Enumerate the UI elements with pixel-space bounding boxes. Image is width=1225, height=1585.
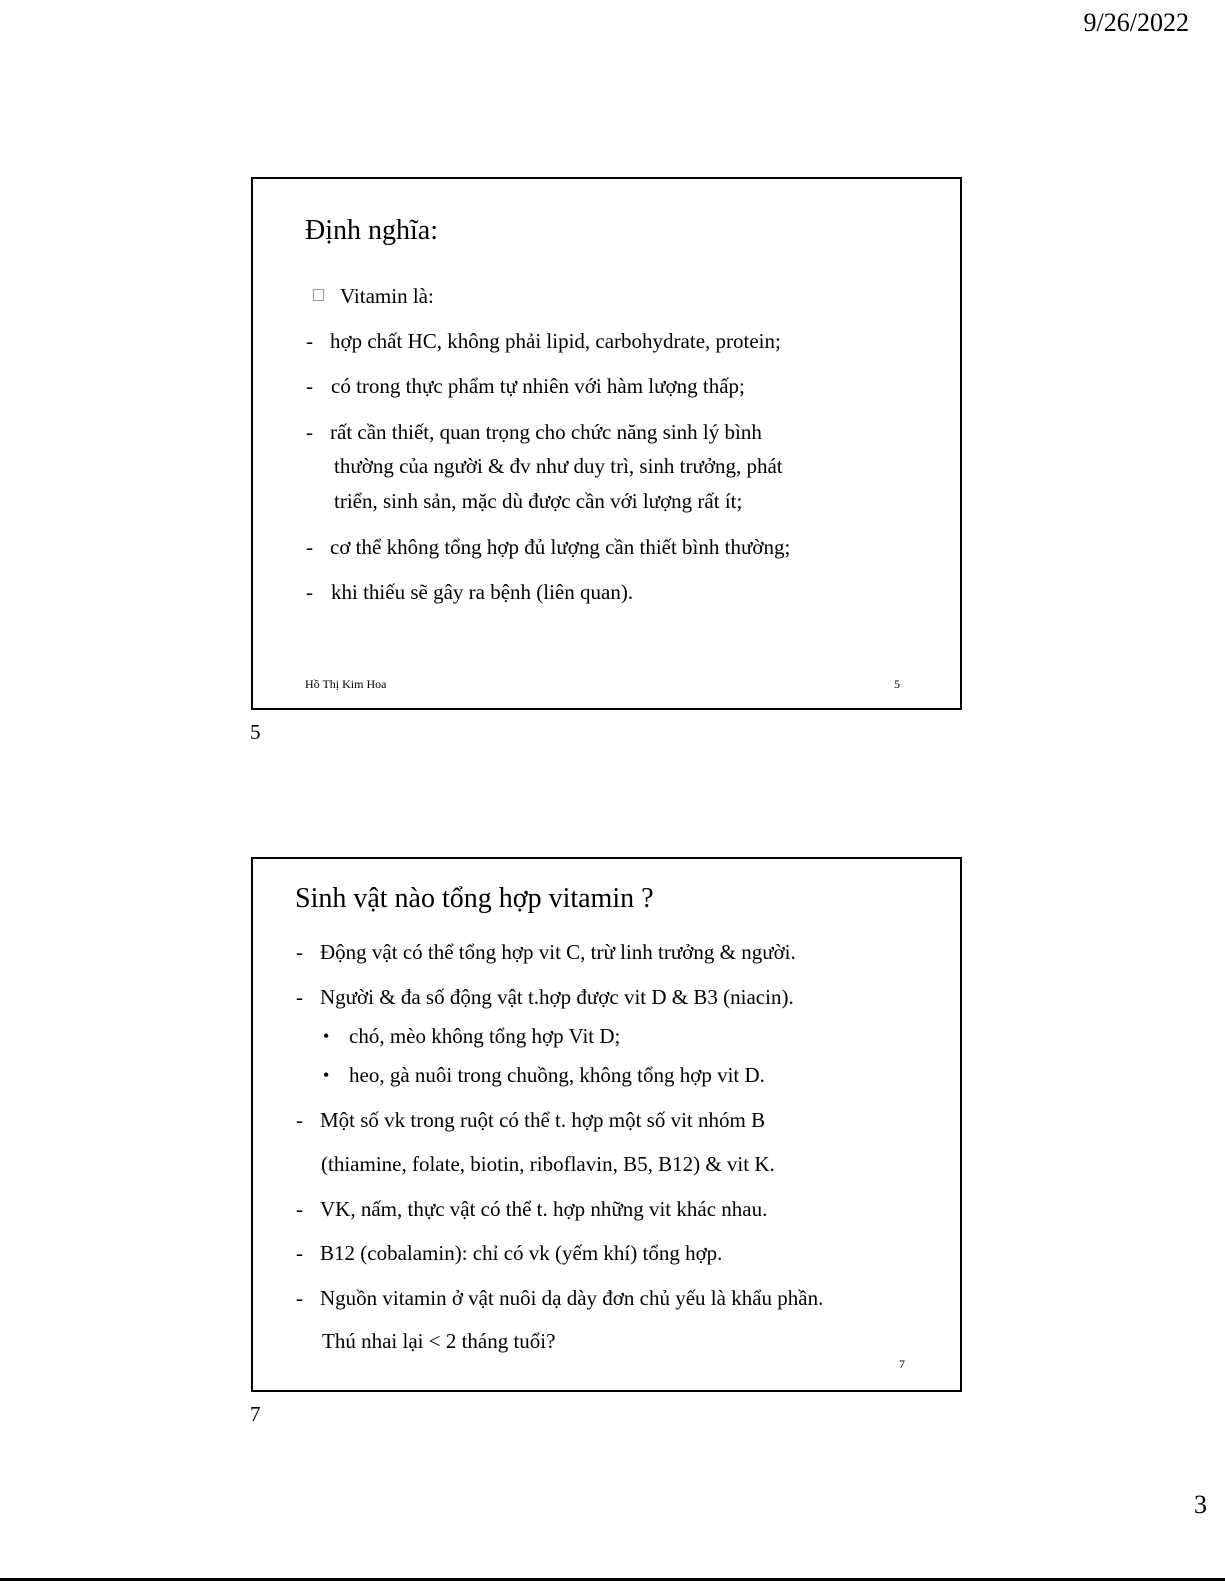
list-item-text: khi thiếu sẽ gây ra bệnh (liên quan).: [331, 580, 634, 604]
dash-bullet: -: [296, 985, 303, 1009]
list-item-text: B12 (cobalamin): chỉ có vk (yếm khí) tổng hợp.: [320, 1241, 723, 1265]
list-item-text: Động vật có thể tổng hợp vit C, trừ linh trưởng & người.: [320, 940, 796, 964]
dash-bullet: -: [296, 1241, 303, 1265]
dash-bullet: -: [296, 940, 303, 964]
dash-bullet: -: [296, 1286, 303, 1310]
slide-footer-number: 7: [899, 1357, 905, 1371]
slide-footer-number: 5: [894, 677, 900, 691]
list-item-text: Người & đa số động vật t.hợp được vit D & B3 (niacin).: [320, 985, 794, 1009]
dash-bullet: -: [296, 1108, 303, 1132]
list-item-text: cơ thể không tổng hợp đủ lượng cần thiết bình thường;: [330, 535, 791, 559]
sub-list-item-text: chó, mèo không tổng hợp Vit D;: [349, 1024, 621, 1048]
dash-bullet: -: [306, 580, 313, 604]
list-item-text: Nguồn vitamin ở vật nuôi dạ dày đơn chủ yếu là khẩu phần.: [320, 1286, 824, 1310]
slide-caption-number: 5: [250, 720, 261, 744]
slide-footer-author: Hồ Thị Kim Hoa: [305, 677, 387, 691]
list-item-text: Thú nhai lại < 2 tháng tuổi?: [322, 1329, 556, 1353]
dash-bullet: -: [296, 1197, 303, 1221]
dot-bullet: •: [323, 1065, 330, 1085]
dash-bullet: -: [306, 535, 313, 559]
dash-bullet: -: [306, 420, 313, 444]
list-item-text: triển, sinh sản, mặc dù được cần với lượng rất ít;: [334, 489, 743, 513]
list-item-text: có trong thực phẩm tự nhiên với hàm lượng thấp;: [331, 374, 745, 398]
intro-text: Vitamin là:: [340, 284, 434, 308]
sub-list-item-text: heo, gà nuôi trong chuồng, không tổng hợp vit D.: [349, 1063, 765, 1087]
slide-title: Định nghĩa:: [305, 215, 438, 246]
slide-vitamin-synthesis: [251, 857, 962, 1392]
dash-bullet: -: [306, 329, 313, 353]
list-item-text: Một số vk trong ruột có thể t. hợp một số vit nhóm B: [320, 1108, 766, 1132]
list-item-text: rất cần thiết, quan trọng cho chức năng sinh lý bình: [330, 420, 762, 444]
dash-bullet: -: [306, 374, 313, 398]
slide-caption-number: 7: [250, 1402, 261, 1426]
list-item-text: thường của người & đv như duy trì, sinh trưởng, phát: [334, 454, 783, 478]
dot-bullet: •: [323, 1026, 330, 1046]
page-date: 9/26/2022: [1083, 8, 1189, 37]
page-bottom-rule: [0, 1578, 1225, 1581]
checkbox-bullet-icon: [313, 289, 324, 301]
slide-definition: [251, 177, 962, 710]
list-item-text: (thiamine, folate, biotin, riboflavin, B5, B12) & vit K.: [321, 1152, 775, 1176]
slide-title: Sinh vật nào tổng hợp vitamin ?: [295, 883, 654, 914]
list-item-text: hợp chất HC, không phải lipid, carbohydrate, protein;: [330, 329, 781, 353]
page-number: 3: [1194, 1490, 1207, 1519]
list-item-text: VK, nấm, thực vật có thể t. hợp những vit khác nhau.: [320, 1197, 768, 1221]
